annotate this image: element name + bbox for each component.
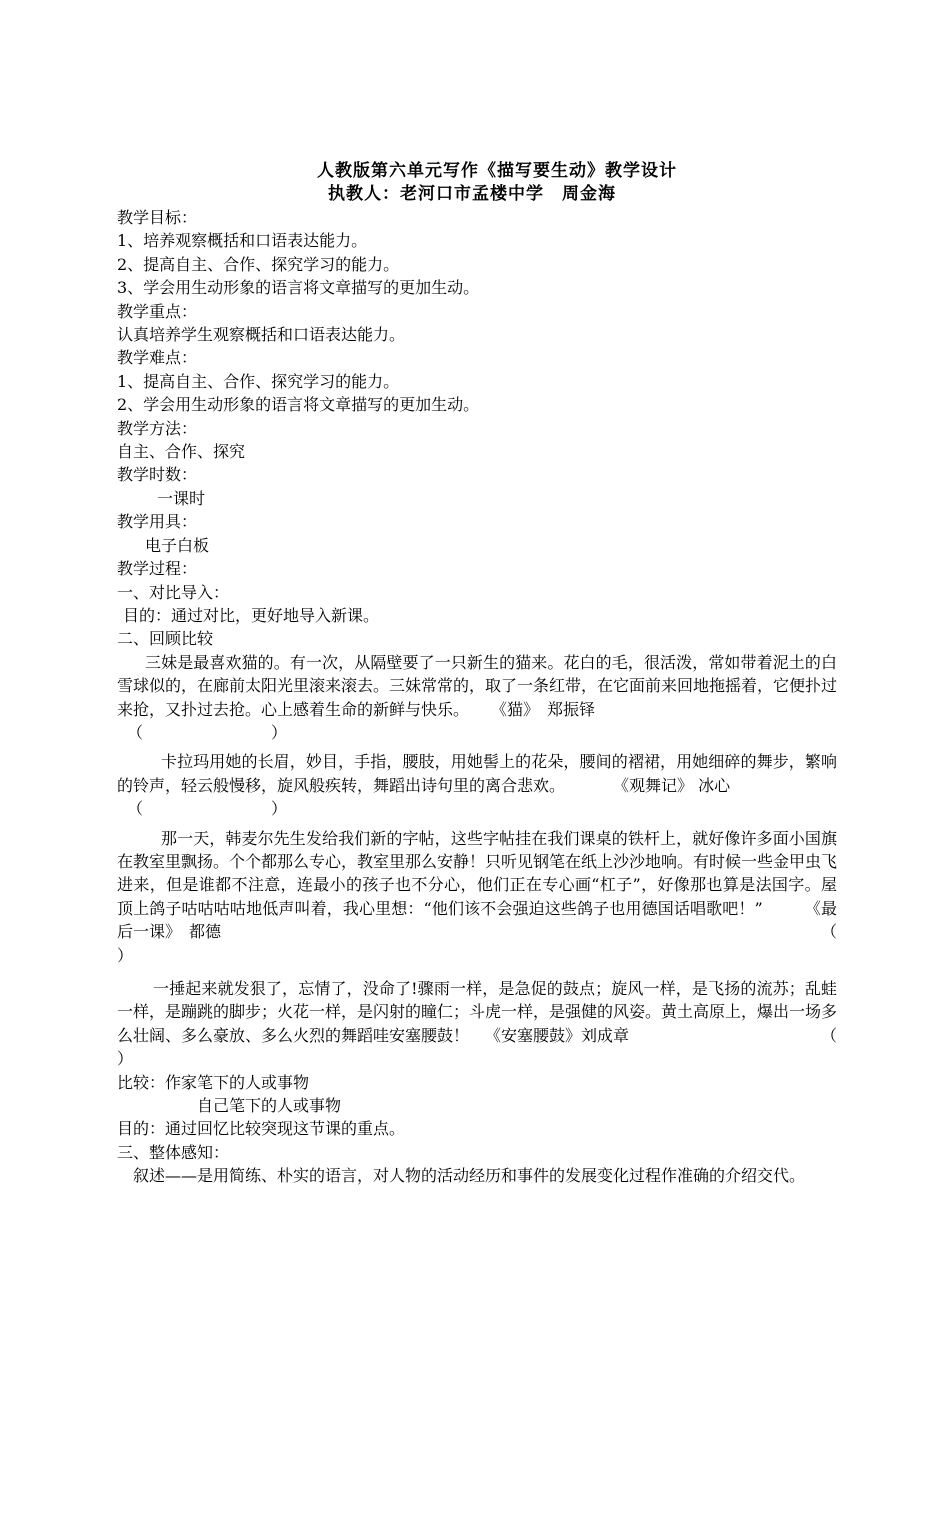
- bracket-close: ）: [270, 722, 287, 742]
- passage-waist-drum-source: 《安塞腰鼓》刘成章: [485, 1025, 630, 1045]
- passage-last-lesson-source: 《最后一课》 都德: [117, 898, 837, 942]
- passage-cat: [117, 651, 837, 721]
- process-heading: 教学过程：: [117, 559, 198, 579]
- passage-last-lesson-bracket-close: ）: [117, 945, 134, 965]
- goals-heading: 教学目标：: [117, 208, 198, 227]
- step2-purpose: 目的：通过回忆比较突现这节课的重点。: [117, 1119, 406, 1139]
- document-title: 人教版第六单元写作《描写要生动》教学设计: [317, 161, 677, 181]
- focus-heading: 教学重点：: [117, 301, 198, 321]
- focus-text: 认真培养学生观察概括和口语表达能力。: [117, 325, 406, 345]
- passage-dance-source: 《观舞记》 冰心: [621, 775, 731, 795]
- difficulty-heading: 教学难点：: [117, 348, 198, 368]
- step1-purpose: 目的：通过对比，更好地导入新课。: [123, 605, 380, 625]
- method-text: 自主、合作、探究: [117, 442, 246, 462]
- difficulty-item-2: 2、学会用生动形象的语言将文章描写的更加生动。: [117, 395, 480, 415]
- step3-title: 三、整体感知：: [117, 1142, 230, 1162]
- passage-dance: [117, 750, 837, 797]
- difficulty-item-1: 1、提高自主、合作、探究学习的能力。: [117, 371, 400, 391]
- tools-heading: 教学用具：: [117, 512, 198, 532]
- passage-dance-brackets: [117, 797, 287, 820]
- bracket-open: （: [127, 799, 144, 819]
- bracket-open: （: [820, 1025, 837, 1045]
- step3-definition: 叙述——是用简练、朴实的语言，对人物的活动经历和事件的发展变化过程作准确的介绍交代。: [133, 1166, 806, 1186]
- passage-cat-brackets: [117, 721, 287, 744]
- document-page: [117, 160, 837, 1188]
- bracket-open: （: [820, 922, 837, 942]
- method-heading: 教学方法：: [117, 418, 198, 438]
- passage-last-lesson: [117, 827, 837, 944]
- bracket-close: ）: [270, 799, 287, 819]
- hours-heading: 教学时数：: [117, 465, 198, 485]
- goal-item-3: 3、学会用生动形象的语言将文章描写的更加生动。: [117, 278, 480, 298]
- passage-cat-text: 三妹是最喜欢猫的。有一次，从隔壁要了一只新生的猫来。花白的毛，很活泼，常如带着泥土的白雪球似的，在廊前太阳光里滚来滚去。三妹常常的，取了一条红带，在它面前来回地拖摇着，它便扑过来抢，又扑过去抢。心上感着生命的新鲜与快乐。: [117, 652, 838, 719]
- passage-waist-drum-text: 一捶起来就发狠了，忘情了，没命了!骤雨一样，是急促的鼓点；旋风一样，是飞扬的流苏；乱蛙一样，是蹦跳的脚步；火花一样，是闪射的瞳仁；斗虎一样，是强健的风姿。黄土高原上，爆出一场多么壮阔、多么豪放、多么火烈的舞蹈哇安塞腰鼓！: [117, 979, 838, 1045]
- compare-second: 自己笔下的人或事物: [197, 1096, 342, 1116]
- goal-item-1: 1、培养观察概括和口语表达能力。: [117, 231, 368, 251]
- passage-cat-source: 《猫》 郑振铎: [499, 699, 596, 719]
- step1-title: 一、对比导入：: [117, 582, 230, 602]
- document-subtitle: 执教人：老河口市孟楼中学 周金海: [328, 184, 616, 204]
- bracket-open: （: [127, 722, 144, 742]
- passage-last-lesson-text: 那一天，韩麦尔先生发给我们新的字帖，这些字帖挂在我们课桌的铁杆上，就好像许多面小国旗在教室里飘扬。个个都那么专心，教室里那么安静！只听见钢笔在纸上沙沙地响。有时候一些金甲虫飞进来，但是谁都不注意，连最小的孩子也不分心，他们正在专心画“杠子”，好像那也算是法国字。屋顶上鸽子咕咕咕咕地低声叫着，我心里想：“他们该不会强迫这些鸽子也用德国话唱歌吧！”: [117, 828, 838, 918]
- goal-item-2: 2、提高自主、合作、探究学习的能力。: [117, 254, 400, 274]
- hours-text: 一课时: [157, 488, 206, 508]
- compare-label: 比较：作家笔下的人或事物: [117, 1072, 310, 1092]
- passage-waist-drum: [117, 977, 837, 1047]
- step2-title: 二、回顾比较: [117, 629, 214, 649]
- passage-dance-text: 卡拉玛用她的长眉，妙目，手指，腰肢，用她髻上的花朵，腰间的褶裙，用她细碎的舞步，繁响的铃声，轻云般慢移，旋风般疾转，舞蹈出诗句里的离合悲欢。: [117, 752, 837, 795]
- passage-waist-drum-bracket-close: ）: [117, 1049, 134, 1069]
- tools-text: 电子白板: [145, 535, 210, 555]
